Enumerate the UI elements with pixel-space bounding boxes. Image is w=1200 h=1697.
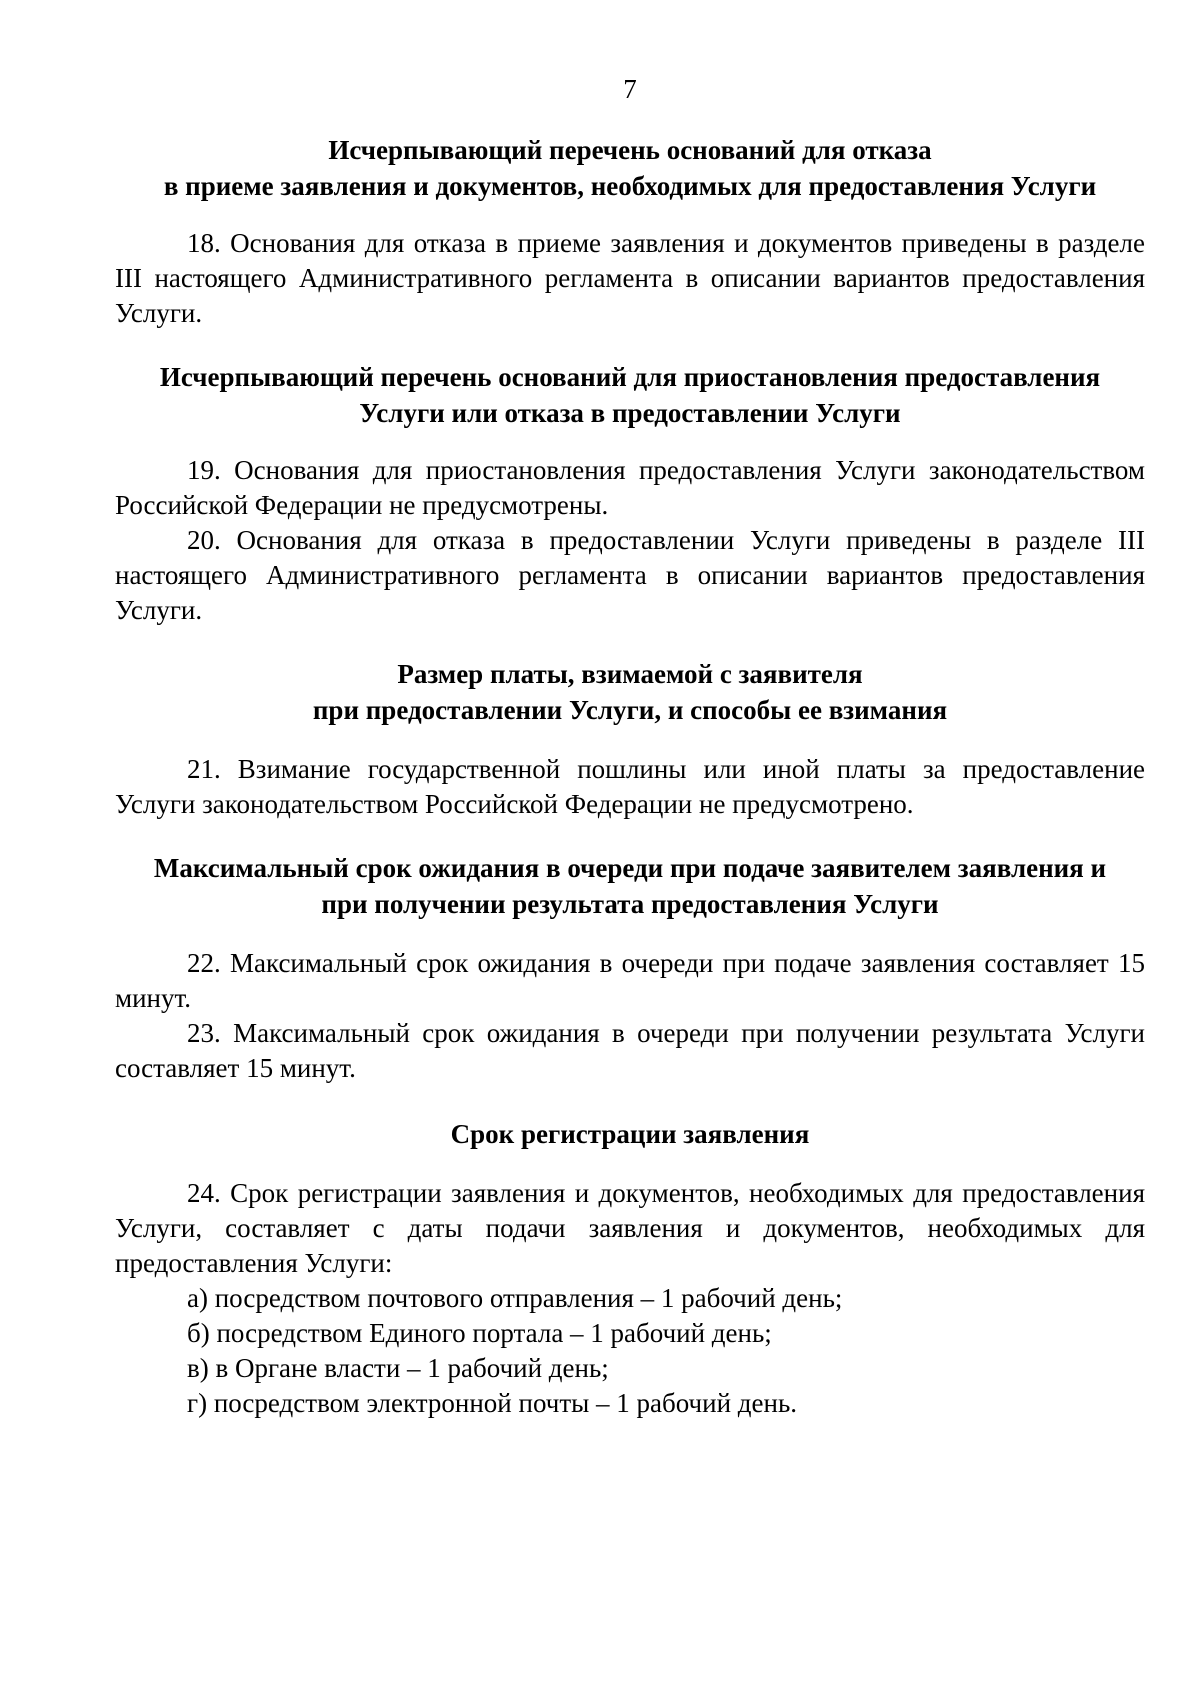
heading-line: Исчерпывающий перечень оснований для отказа [328,135,932,165]
paragraph-20: 20. Основания для отказа в предоставлении Услуги приведены в разделе III настоящего Административного регламента в описании вариантов предоставления Услуги. [115,525,1145,625]
section-heading-registration [115,1116,1145,1152]
section-heading-refusal-acceptance [115,132,1145,204]
document-page [115,0,1145,1421]
paragraph-24: 24. Срок регистрации заявления и документов, необходимых для предоставления Услуги, составляет с даты подачи заявления и документов, необходимых для предоставления Услуги: [115,1178,1145,1278]
list-item-c: в) в Органе власти – 1 рабочий день; [187,1353,609,1383]
heading-line: Исчерпывающий перечень оснований для приостановления предоставления [159,362,1101,392]
paragraph-21: 21. Взимание государственной пошлины или иной платы за предоставление Услуги законодательством Российской Федерации не предусмотрено. [115,754,1145,819]
paragraph-23: 23. Максимальный срок ожидания в очереди при получении результата Услуги составляет 15 минут. [115,1018,1145,1083]
heading-line: Размер платы, взимаемой с заявителя [397,659,863,689]
section-heading-fee [115,656,1145,728]
section-heading-suspension [115,359,1145,431]
section-heading-queue-time [115,850,1145,922]
heading-line: Срок регистрации заявления [450,1119,810,1149]
paragraph-18: 18. Основания для отказа в приеме заявления и документов приведены в разделе III настоящего Административного регламента в описании вариантов предоставления Услуги. [115,228,1145,328]
heading-line: при предоставлении Услуги, и способы ее взимания [312,695,948,725]
paragraph-22: 22. Максимальный срок ожидания в очереди при подаче заявления составляет 15 минут. [115,948,1145,1013]
heading-line: в приеме заявления и документов, необходимых для предоставления Услуги [163,171,1097,201]
paragraph-19: 19. Основания для приостановления предоставления Услуги законодательством Российской Федерации не предусмотрены. [115,455,1145,520]
list-item-a: а) посредством почтового отправления – 1 рабочий день; [187,1283,843,1313]
list-item-d: г) посредством электронной почты – 1 рабочий день. [187,1388,798,1418]
page-number: 7 [623,74,637,104]
heading-line: при получении результата предоставления Услуги [321,889,939,919]
heading-line: Услуги или отказа в предоставлении Услуги [359,398,901,428]
list-item-b: б) посредством Единого портала – 1 рабочий день; [187,1318,772,1348]
heading-line: Максимальный срок ожидания в очереди при подаче заявителем заявления и [153,853,1107,883]
